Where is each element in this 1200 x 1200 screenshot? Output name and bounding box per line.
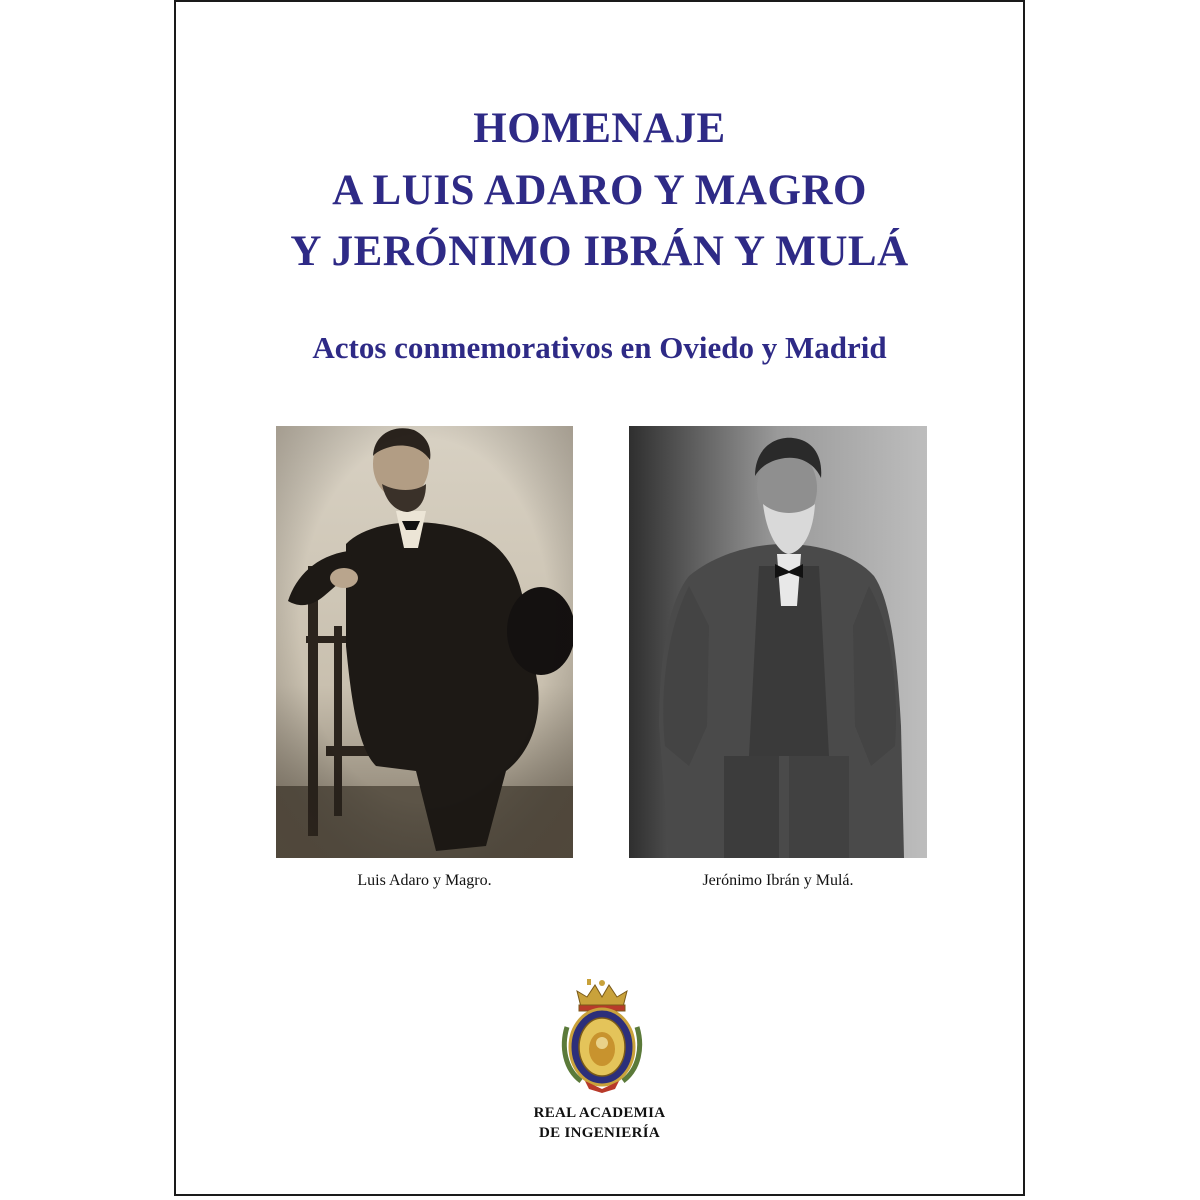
publisher-name-line-1: REAL ACADEMIA — [533, 1105, 666, 1121]
portrait-photo-right — [629, 426, 927, 858]
portrait-photo-left — [276, 426, 573, 858]
book-cover — [174, 0, 1025, 1196]
portrait-standing-man — [629, 426, 927, 858]
photo-caption-right: Jerónimo Ibrán y Mulá. — [702, 872, 854, 889]
publisher-name-line-2: DE INGENIERÍA — [538, 1125, 660, 1141]
academy-seal-icon — [559, 977, 645, 1093]
cover-title-line-1: HOMENAJE — [473, 105, 726, 152]
cover-title-line-3: Y JERÓNIMO IBRÁN Y MULÁ — [290, 228, 909, 275]
portrait-seated-man — [276, 426, 573, 858]
cover-subtitle: Actos conmemorativos en Oviedo y Madrid — [312, 330, 887, 365]
cover-title-line-2: A LUIS ADARO Y MAGRO — [332, 167, 867, 214]
photo-caption-left: Luis Adaro y Magro. — [357, 872, 492, 889]
